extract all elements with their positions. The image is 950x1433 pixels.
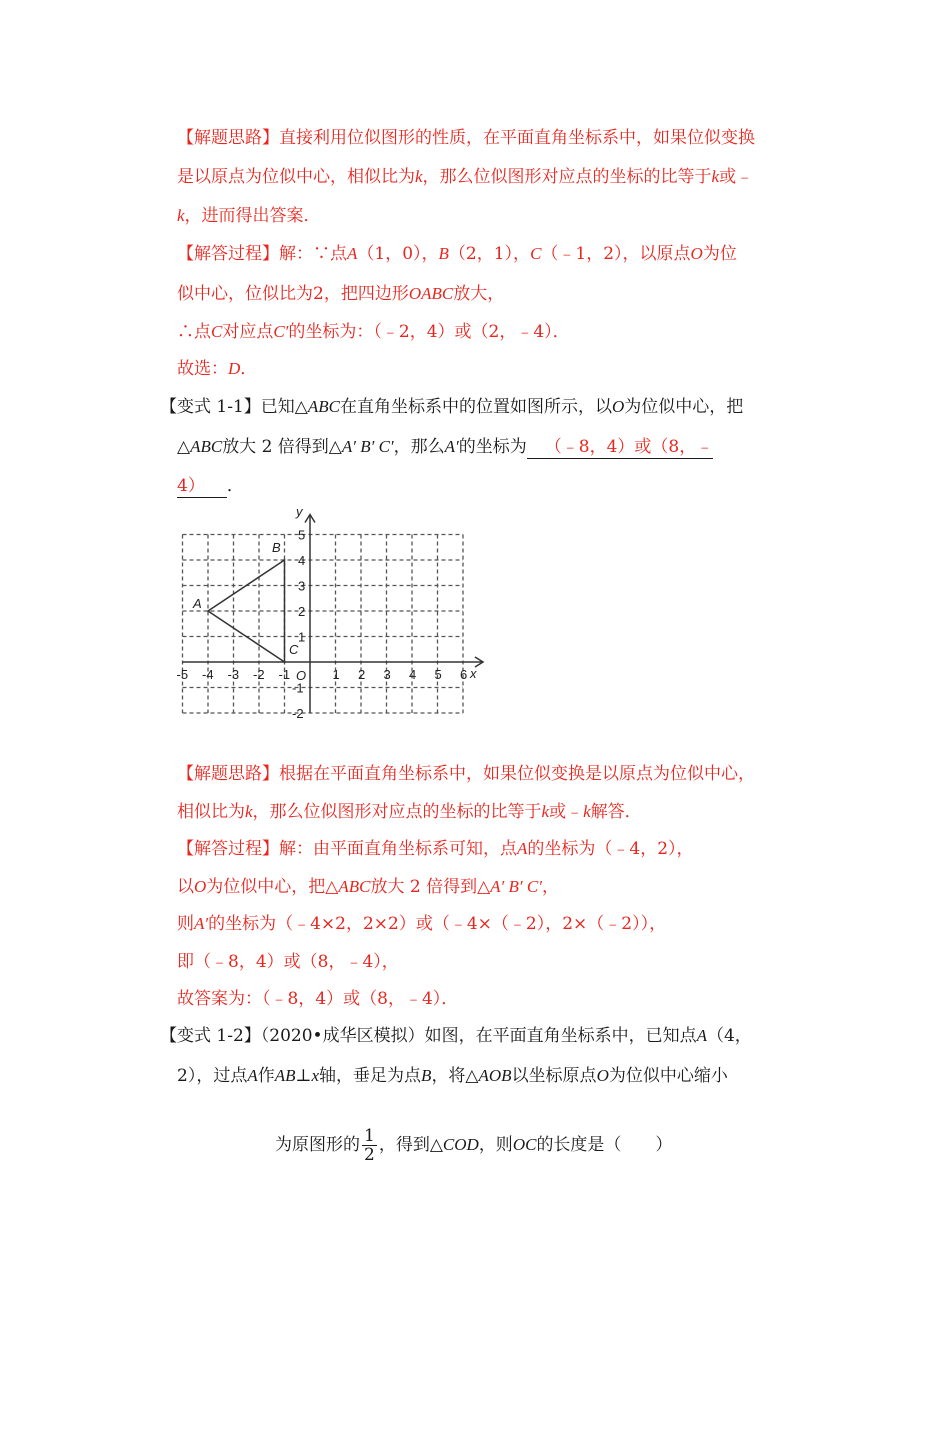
math-var: A′	[444, 437, 459, 456]
solution2-line3	[177, 913, 666, 935]
variant-tag: 【变式 1-1】	[160, 397, 261, 417]
axis-y-label: y	[296, 504, 303, 519]
math-var: COD	[442, 1135, 479, 1154]
analysis-text: 或﹣	[719, 167, 754, 187]
solution-text: 似中心，位似比为2，把四边形	[177, 284, 409, 304]
math-var: A′ B′ C′	[341, 437, 394, 456]
analysis-text: 是以原点为位似中心，相似比为	[177, 167, 415, 187]
solution-text: 解：∵点	[279, 244, 347, 264]
analysis-text: ，那么位似图形对应点的坐标的比等于	[422, 167, 712, 187]
question-text: 的坐标为	[458, 437, 527, 457]
question-text: 已知△	[260, 397, 308, 417]
math-var: k	[541, 802, 550, 821]
solution-text: 的坐标为（﹣4×2，2×2）或（﹣4×（﹣2），2×（﹣2）），	[208, 914, 667, 934]
y-tick-label: -1	[292, 680, 304, 696]
math-symbol: ⊥	[295, 1066, 312, 1086]
solution-text: ．	[240, 359, 258, 379]
x-tick-label: 1	[332, 667, 340, 682]
x-tick-label: -2	[253, 667, 265, 682]
math-var: AB	[274, 1066, 296, 1085]
answer-text: 4）	[177, 476, 205, 496]
variant2-line1	[160, 1025, 752, 1047]
question-text: 轴，垂足为点	[319, 1066, 422, 1086]
solution1-line2	[177, 283, 504, 305]
analysis-text: 相似比为	[177, 802, 245, 822]
y-tick-label: 1	[298, 629, 306, 645]
math-var: A	[696, 1026, 707, 1045]
question-text: 在直角坐标系中的位置如图所示，以	[339, 397, 612, 417]
tick-labels	[177, 528, 468, 722]
math-var: k	[583, 802, 591, 821]
solution-text: 对应点	[222, 322, 274, 342]
question-text: 为位似中心缩小	[608, 1066, 728, 1086]
point-label-b: B	[272, 540, 281, 555]
question-text: （4，	[706, 1026, 752, 1046]
solution-text: ，	[541, 877, 559, 897]
answer-blank	[527, 436, 713, 459]
solution-text: （2，1），	[448, 244, 531, 264]
math-var: B	[421, 1066, 432, 1085]
analysis1-line2	[177, 166, 753, 188]
solution-text: 放大 2 倍得到△	[370, 877, 491, 897]
y-tick-label: 5	[298, 527, 306, 543]
math-var: B	[438, 244, 449, 263]
math-var: A	[347, 244, 358, 263]
analysis-text: 解答．	[590, 802, 642, 822]
solution-text: 以	[177, 877, 194, 897]
question-text: 2），过点	[177, 1066, 248, 1086]
answer-blank	[177, 475, 227, 498]
question-text: ，将△	[431, 1066, 479, 1086]
analysis-text: 或﹣	[549, 802, 584, 822]
question-text: 为位似中心，把	[624, 397, 744, 417]
x-tick-label: 5	[434, 667, 442, 682]
analysis-text: 直接利用位似图形的性质，在平面直角坐标系中，如果位似变换	[279, 128, 755, 148]
math-var: k	[415, 167, 423, 186]
question-text: △	[177, 437, 191, 457]
solution-text: 放大，	[453, 284, 505, 304]
solution2-line5	[177, 988, 458, 1010]
analysis-text: 根据在平面直角坐标系中，如果位似变换是以原点为位似中心，	[279, 764, 755, 784]
math-var: A′ B′ C′	[490, 877, 542, 896]
variant1-line1	[160, 396, 743, 418]
question-text: （2020•成华区模拟）如图，在平面直角坐标系中，已知点	[260, 1026, 697, 1046]
math-var: k	[177, 206, 185, 225]
solution-text: 故答案为：（﹣8，4）或（8，﹣4）．	[177, 989, 459, 1009]
grid-lines	[183, 535, 464, 714]
question-text: 为原图形的	[275, 1135, 360, 1155]
analysis-text: ，进而得出答案．	[184, 206, 321, 226]
solution-text: 的坐标为（﹣4，2），	[527, 839, 694, 859]
math-var: C	[530, 244, 542, 263]
math-var: A	[517, 839, 528, 858]
math-var: O	[611, 397, 625, 416]
math-var: ABC	[307, 397, 340, 416]
math-var: C′	[273, 322, 289, 341]
math-var: OC	[512, 1135, 537, 1154]
y-tick-label: 2	[298, 604, 306, 619]
x-tick-label: 4	[409, 667, 417, 682]
math-var: k	[245, 802, 253, 821]
x-tick-label: 3	[383, 667, 391, 682]
math-var: OABC	[408, 284, 454, 303]
solution-tag: 【解答过程】	[177, 244, 279, 264]
question-text: ，得到△	[378, 1135, 443, 1155]
question-text: ，那么	[393, 437, 445, 457]
y-tick-label: -2	[292, 706, 304, 721]
analysis-tag: 【解题思路】	[177, 128, 279, 148]
math-var: O	[596, 1066, 609, 1085]
solution-tag: 【解答过程】	[177, 839, 279, 859]
point-label-a: A	[193, 596, 202, 611]
y-tick-label: 4	[298, 553, 306, 568]
math-var: AOB	[478, 1066, 512, 1085]
variant1-line2	[177, 436, 713, 459]
math-var: D	[228, 359, 241, 378]
solution-text: 为位似中心，把△	[206, 877, 339, 897]
x-tick-label: 2	[358, 667, 366, 682]
solution-text: 为位	[702, 244, 737, 264]
solution1-line3	[177, 321, 570, 343]
coordinate-graph	[170, 500, 490, 725]
variant-tag: 【变式 1-2】	[160, 1026, 261, 1046]
math-var: A	[247, 1066, 258, 1085]
x-tick-label: -1	[278, 667, 291, 682]
solution-text: ∴点	[177, 322, 211, 342]
question-text: 以坐标原点	[511, 1066, 597, 1086]
variant1-line3	[177, 475, 244, 498]
fraction-denominator: 2	[364, 1145, 375, 1165]
math-var: x	[311, 1066, 320, 1085]
point-label-c: C	[289, 642, 299, 657]
math-var: ABC	[338, 877, 371, 896]
variant2-line2	[177, 1065, 728, 1087]
solution-text: （1，0），	[357, 244, 439, 264]
analysis2-line1	[177, 763, 755, 785]
origin-label: O	[296, 668, 307, 683]
solution1-line1	[177, 243, 737, 265]
solution-text: 解：由平面直角坐标系可知，点	[279, 839, 517, 859]
question-text: ，则	[478, 1135, 513, 1155]
analysis2-line2	[177, 801, 642, 823]
math-var: A′	[194, 914, 209, 933]
solution2-line2	[177, 876, 559, 898]
math-var: C	[211, 322, 223, 341]
question-text: ．	[226, 476, 244, 496]
math-var: O	[690, 244, 703, 263]
analysis-text: ，那么位似图形对应点的坐标的比等于	[252, 802, 542, 822]
math-var: ABC	[190, 437, 223, 456]
solution-text: 则	[177, 914, 194, 934]
solution-text: （﹣1，2），以原点	[541, 244, 691, 264]
x-tick-label: 6	[460, 667, 468, 682]
solution-text: 即（﹣8，4）或（8，﹣4），	[177, 952, 399, 972]
analysis-tag: 【解题思路】	[177, 764, 279, 784]
fraction	[362, 1127, 377, 1164]
question-text: 放大 2 倍得到△	[222, 437, 342, 457]
answer-text: （﹣8，4）或（8，﹣	[544, 437, 714, 457]
analysis1-line1	[177, 127, 755, 149]
question-text: 作	[257, 1066, 275, 1086]
x-tick-label: -3	[227, 667, 240, 682]
analysis1-line3	[177, 205, 321, 227]
fraction-numerator: 1	[364, 1126, 375, 1146]
x-tick-label: -5	[176, 667, 189, 682]
axis-x-label: x	[470, 666, 477, 681]
solution2-line4	[177, 951, 399, 973]
x-tick-label: -4	[202, 667, 214, 682]
variant2-line3	[275, 1125, 672, 1165]
question-text: 的长度是（ ）	[536, 1135, 673, 1155]
math-var: k	[711, 167, 720, 186]
solution-text: 故选：	[177, 359, 228, 379]
solution-text: 的坐标为：（﹣2，4）或（2，﹣4）．	[288, 322, 570, 342]
y-tick-label: 3	[298, 578, 306, 594]
solution1-line4	[177, 358, 257, 380]
solution2-line1	[177, 838, 694, 860]
math-var: O	[194, 877, 207, 896]
